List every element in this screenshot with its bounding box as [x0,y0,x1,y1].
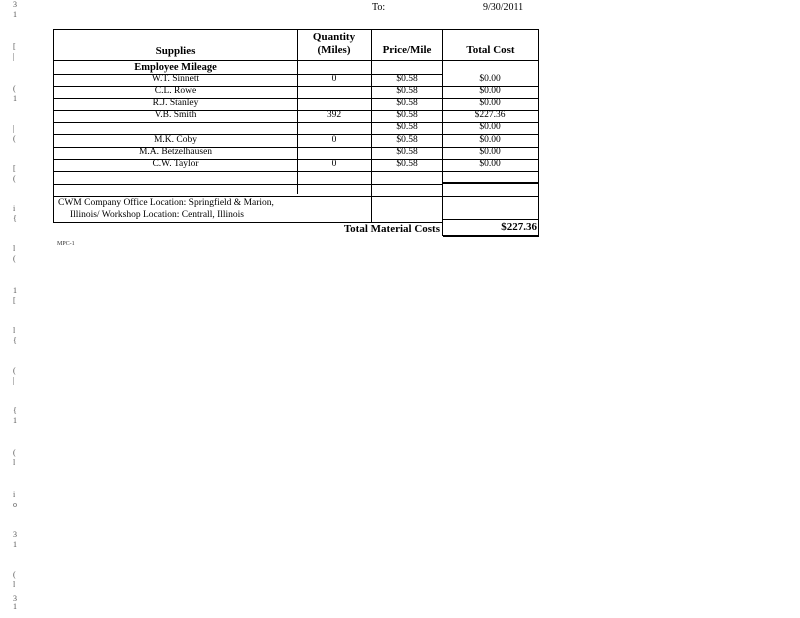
price-cell: $0.58 [396,159,418,169]
price-cell: $0.58 [396,98,418,108]
form-code: MPC-1 [57,241,75,247]
col-header-price: Price/Mile [382,44,432,56]
col-header-quantity: Quantity [312,31,356,43]
total-material-costs-value: $227.36 [501,221,537,233]
to-label: To: [372,2,386,13]
employee-name: V.B. Smith [154,110,197,120]
price-cell: $0.58 [396,110,418,120]
price-cell: $0.58 [396,74,418,84]
location-note-line2: Illinois/ Workshop Location: Centrall, Illinois [70,210,245,220]
total-cell: $0.00 [479,98,501,108]
price-cell: $0.58 [396,147,418,157]
employee-name: M.A. Betzelhausen [138,147,213,157]
price-cell: $0.58 [396,86,418,96]
employee-name: W.T. Sinnett [151,74,200,84]
price-cell: $0.58 [396,135,418,145]
employee-name: M.K. Coby [153,135,198,145]
total-cell: $0.00 [479,122,501,132]
quantity-cell: 0 [331,159,337,169]
col-header-total: Total Cost [466,44,515,56]
quantity-cell: 0 [331,135,337,145]
section-title: Employee Mileage [134,62,217,73]
total-cell: $0.00 [479,159,501,169]
employee-name: C.L. Rowe [154,86,197,96]
employee-name: C.W. Taylor [152,159,199,169]
report-date: 9/30/2011 [483,2,524,13]
quantity-cell: 0 [331,74,337,84]
total-cell: $0.00 [479,147,501,157]
total-cell: $227.36 [474,110,506,120]
total-cell: $0.00 [479,74,501,84]
total-material-costs-label: Total Material Costs [343,223,440,235]
col-header-quantity-unit: (Miles) [317,44,351,56]
price-cell: $0.58 [396,122,418,132]
location-note-line1: CWM Company Office Location: Springfield & Marion, [58,198,274,208]
col-header-supplies: Supplies [155,45,196,57]
total-cell: $0.00 [479,86,501,96]
total-cell: $0.00 [479,135,501,145]
employee-name: R.J. Stanley [152,98,199,108]
quantity-cell: 392 [326,110,342,120]
